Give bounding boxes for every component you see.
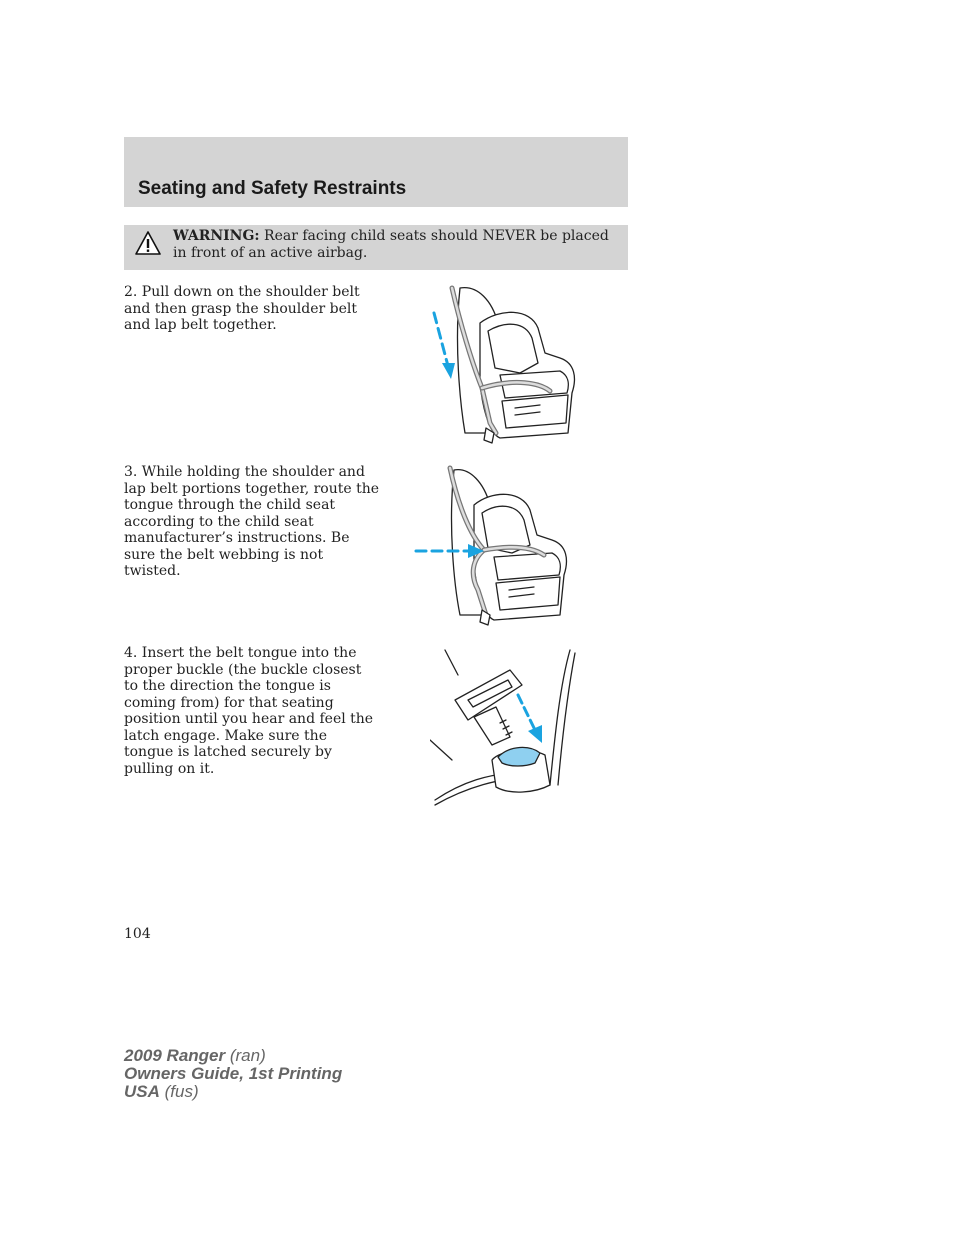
buckle-insert-tongue-illustration <box>430 645 580 815</box>
warning-triangle-icon <box>135 230 161 256</box>
footer-line-3: USA (fus) <box>124 1082 199 1101</box>
section-title: Seating and Safety Restraints <box>138 178 407 199</box>
footer-line-1: 2009 Ranger (ran) <box>124 1046 266 1065</box>
footer <box>124 1047 342 1101</box>
insert-arrow-icon <box>518 695 535 730</box>
warning-text <box>173 228 621 262</box>
child-seat-route-tongue-illustration <box>412 465 577 630</box>
warning-label: WARNING: <box>173 228 260 244</box>
step-2-text: 2. Pull down on the shoulder belt and then grasp the shoulder belt and lap belt together. <box>124 284 360 333</box>
step-3-text: 3. While holding the shoulder and lap belt portions together, route the tongue through the child seat according to the child seat manufacturer’s instructions. Be sure the belt webbing is not twisted. <box>124 464 380 579</box>
page-number: 104 <box>124 926 151 942</box>
warning-message: Rear facing child seats should NEVER be placed in front of an active airbag. <box>173 228 609 261</box>
footer-line-2: Owners Guide, 1st Printing <box>124 1064 343 1083</box>
downward-arrow-icon <box>434 313 448 366</box>
child-seat-pull-belt-illustration <box>420 283 585 448</box>
step-4-text: 4. Insert the belt tongue into the proper buckle (the buckle closest to the direction the tongue is coming from) for that seating position until you hear and feel the latch engage. Make sure the tongue is latched securely by pulling on it. <box>124 645 374 777</box>
